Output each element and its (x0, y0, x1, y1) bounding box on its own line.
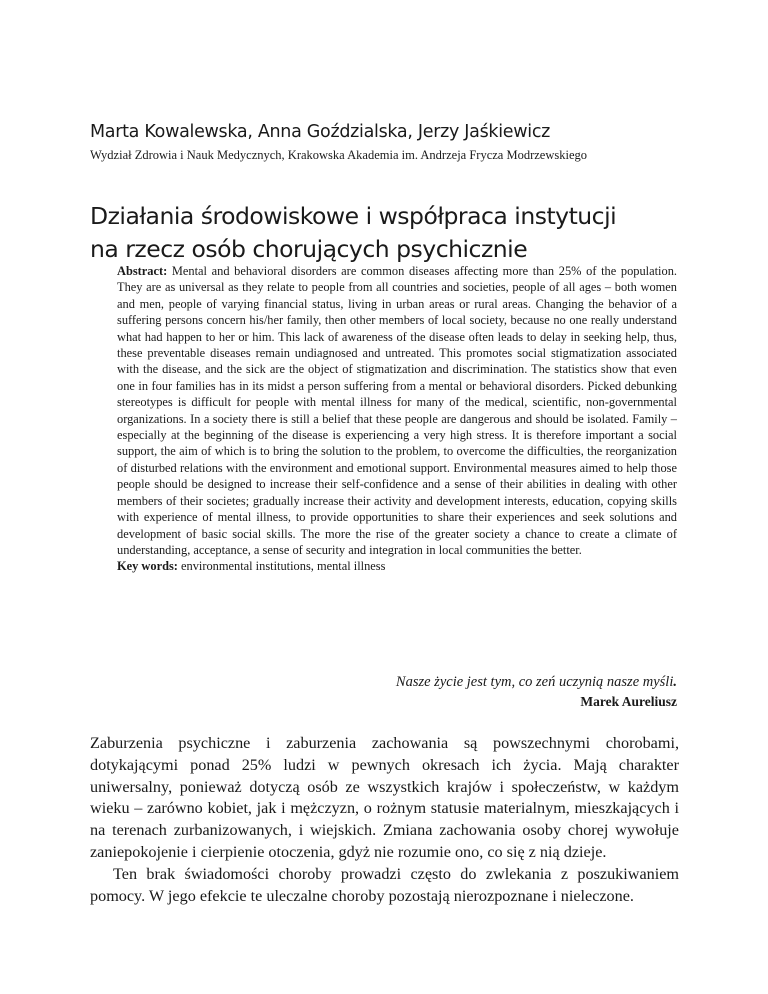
abstract-text: Mental and behavioral disorders are common diseases affecting more than 25% of the population. They are as universal as they relate to people from all countries and societies, people of all ages – both women and men, people of varying financial status, living in urban areas or rural areas. Changing the behavior of a suffering persons concern his/her family, then other members of local society, because no one really understand what had happen to her or him. This lack of awareness of the disease often leads to delay in seeking help, thus, these preventable diseases remain undiagnosed and untreated. This promotes social stigmatization associated with the disease, and the sick are the object of stigmatization and discrimination. The statistics show that even one in four families has in its midst a person suffering from a mental or behavioral disorders. Picked debunking stereotypes is difficult for people with mental illness for many of the medical, scientific, non-governmental organizations. In a society there is still a belief that these people are dangerous and should be isolated. Family – especially at the beginning of the disease is experiencing a very high stress. It is therefore important a social support, the aim of which is to bring the solution to the problem, to overcome the difficulties, the reorganization of disturbed relations with the environment and emotional support. Environmental measures aimed to help those people should be designed to increase their self-confidence and a sense of their abilities in dealing with other members of their societes; gradually increase their activity and development interests, education, copying skills with experience of mental illness, to provide opportunities to share their experiences and seek solutions and development of basic social skills. The more the rise of the greater society a chance to create a climate of understanding, acceptance, a sense of security and integration in local communities the better. (117, 264, 677, 557)
authors: Marta Kowalewska, Anna Goździalska, Jerzy Jaśkiewicz (90, 122, 551, 142)
title-line-1: Działania środowiskowe i współpraca instytucji (90, 202, 617, 230)
abstract (117, 263, 677, 575)
keywords-text: environmental institutions, mental illness (177, 559, 386, 574)
epigraph-author: Marek Aureliusz (580, 694, 677, 709)
article-title (90, 200, 730, 266)
epigraph-quote-end: . (673, 674, 677, 690)
body-text (90, 733, 679, 907)
title-line-2: na rzecz osób chorujących psychicznie (90, 235, 528, 263)
keywords (117, 558, 677, 574)
epigraph-quote-line (396, 673, 677, 692)
abstract-label: Abstract: (117, 264, 168, 278)
keywords-label: Key words: (117, 559, 178, 574)
epigraph (396, 673, 677, 711)
abstract-paragraph (117, 263, 677, 558)
body-paragraph-2: Ten brak świadomości choroby prowadzi często do zwlekania z poszukiwaniem pomocy. W jego efekcie te uleczalne choroby pozostają nierozpoznane i nieleczone. (90, 864, 679, 905)
affiliation: Wydział Zdrowia i Nauk Medycznych, Krakowska Akademia im. Andrzeja Frycza Modrzewskiego (90, 148, 588, 162)
epigraph-quote: Nasze życie jest tym, co zeń uczynią nasze myśli (395, 674, 674, 690)
body-paragraph-1: Zaburzenia psychiczne i zaburzenia zachowania są powszechnymi chorobami, dotykającymi ponad 25% ludzi w pewnych okresach ich życia. Mają charakter uniwersalny, ponieważ dotyczą osób ze wszystkich krajów i społeczeństw, w każdym wieku – zarówno kobiet, jak i mężczyzn, o rożnym statusie materialnym, mieszkających i na terenach zurbanizowanych, i wiejskich. Zmiana zachowania osoby chorej wywołuje zaniepokojenie i cierpienie otoczenia, gdyż nie rozumie ono, co się z nią dzieje. (90, 734, 679, 861)
